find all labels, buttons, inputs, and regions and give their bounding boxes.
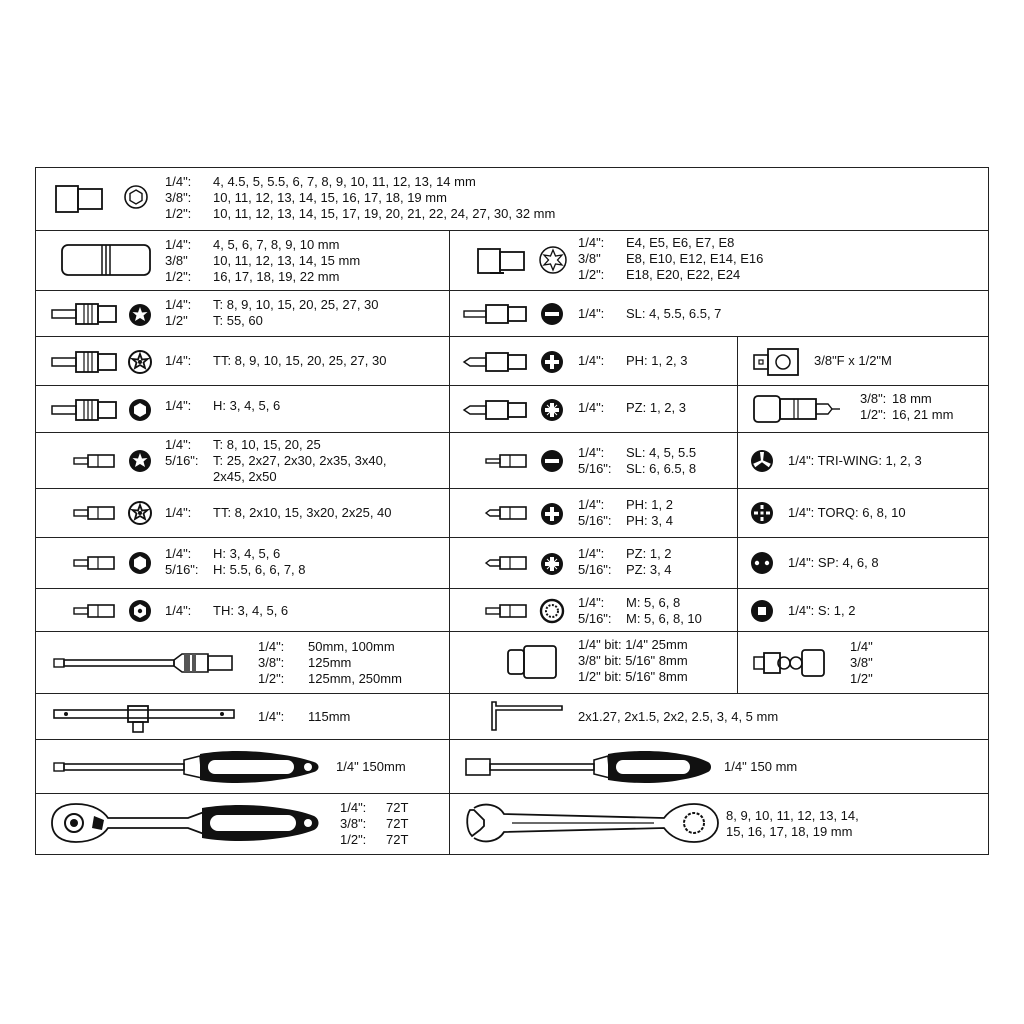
drive-size-label: 3/8" <box>850 655 873 670</box>
size-list: PZ: 1, 2 <box>626 546 672 561</box>
table-row <box>36 794 988 854</box>
size-list: 72T <box>386 832 409 847</box>
phillips-bit-icon <box>484 505 532 521</box>
tamper-torx-icon <box>128 501 152 525</box>
table-cell <box>36 386 449 432</box>
table-cell <box>36 337 449 385</box>
size-list: 16, 21 mm <box>892 407 954 422</box>
drive-size-label: 1/4": <box>578 353 605 368</box>
drive-size-label: 1/4": <box>578 400 605 415</box>
drive-size-label: 1/2": <box>165 206 192 221</box>
table-cell <box>36 794 449 854</box>
size-list: 16, 17, 18, 19, 22 mm <box>213 269 340 284</box>
size-list: T: 25, 2x27, 2x30, 2x35, 3x40, <box>213 453 387 468</box>
drive-size-label <box>165 469 213 485</box>
torq-icon <box>750 501 774 525</box>
table-row <box>36 489 988 538</box>
slotted-icon <box>540 449 564 473</box>
adapter-spec: 1/2" bit: 5/16" 8mm <box>578 669 688 684</box>
table-cell <box>36 538 449 588</box>
table-row <box>36 386 988 433</box>
size-list: 72T <box>386 800 409 815</box>
drive-size-label: 1/4": <box>165 437 192 452</box>
bit-socket-icon <box>50 301 134 327</box>
size-list: 2x1.27, 2x1.5, 2x2, 2.5, 3, 4, 5 mm <box>578 709 779 724</box>
table-row <box>36 168 988 231</box>
size-list: SL: 4, 5, 5.5 <box>626 445 697 460</box>
combination-spanner-icon <box>464 800 722 846</box>
table-row <box>36 291 988 337</box>
bit-screwdriver-icon <box>464 748 714 786</box>
pozidriv-icon <box>540 398 564 422</box>
table-cell <box>737 632 988 693</box>
table-cell <box>449 433 737 488</box>
drive-size-label: 3/8": <box>340 816 367 831</box>
size-list: 1/4": TORQ: 6, 8, 10 <box>788 505 906 520</box>
table-cell <box>36 489 449 537</box>
socket-icon <box>54 184 110 214</box>
adapter-label: 3/8"F x 1/2"M <box>814 353 892 368</box>
drive-size-label: 3/8" <box>578 251 601 266</box>
drive-size-label: 1/4": <box>578 235 605 250</box>
e-torx-star-icon <box>538 245 568 275</box>
drive-size-label: 1/4": <box>578 546 605 561</box>
universal-joint-icon <box>752 646 830 680</box>
drive-size-label: 1/4": <box>258 709 285 724</box>
table-cell <box>449 538 737 588</box>
table-row <box>36 337 988 386</box>
table-cell <box>449 740 988 793</box>
size-list: T: 55, 60 <box>213 313 263 328</box>
hex-icon <box>128 551 152 575</box>
size-list: PZ: 3, 4 <box>626 562 672 577</box>
hex-icon <box>128 398 152 422</box>
size-list: 115mm <box>308 709 351 724</box>
bit-icon <box>72 603 120 619</box>
tool-set-spec-table <box>35 167 989 855</box>
table-cell <box>737 589 988 631</box>
deep-socket-icon <box>60 243 152 277</box>
adapter-spec: 3/8" bit: 5/16" 8mm <box>578 653 688 668</box>
size-list: 10, 11, 12, 13, 14, 15, 16, 17, 18, 19 mm <box>213 190 447 205</box>
drive-size-label: 1/2" <box>850 671 873 686</box>
phillips-icon <box>540 350 564 374</box>
size-list: 72T <box>386 816 409 831</box>
table-row <box>36 231 988 291</box>
size-list: H: 3, 4, 5, 6 <box>213 546 281 561</box>
table-cell <box>737 538 988 588</box>
bit-icon <box>72 555 120 571</box>
drive-size-label: 1/4": <box>340 800 367 815</box>
drive-size-label: 1/4": <box>258 639 285 654</box>
table-cell <box>737 337 988 385</box>
drive-size-label: 1/2": <box>258 671 285 686</box>
table-cell <box>737 433 988 488</box>
size-list: H: 3, 4, 5, 6 <box>213 398 281 413</box>
size-list: SL: 6, 6.5, 8 <box>626 461 697 476</box>
table-row <box>36 740 988 794</box>
drive-size-label: 3/8": <box>860 391 887 406</box>
size-list: 10, 11, 12, 13, 14, 15 mm <box>213 253 361 268</box>
drive-size-label: 1/2": <box>578 267 605 282</box>
size-list: 125mm <box>308 655 352 670</box>
drive-size-label: 3/8": <box>165 190 192 205</box>
drive-size-label: 5/16": <box>578 611 612 626</box>
drive-size-label: 5/16": <box>578 562 612 577</box>
adapter-spec: 1/4" bit: 1/4" 25mm <box>578 637 688 652</box>
bit-socket-icon <box>50 349 134 375</box>
ratchet-icon <box>48 800 324 846</box>
drive-size-label: 5/16": <box>165 562 199 577</box>
size-list: PH: 1, 2 <box>626 497 673 512</box>
table-cell <box>449 694 988 739</box>
size-list: PH: 3, 4 <box>626 513 673 528</box>
hex-key-icon <box>486 700 566 734</box>
xzn-bit-icon <box>484 603 532 619</box>
size-list: E18, E20, E22, E24 <box>626 267 741 282</box>
drive-size-label: 1/2": <box>860 407 887 422</box>
size-list: 1/4": SP: 4, 6, 8 <box>788 555 879 570</box>
bit-socket-icon <box>50 397 134 423</box>
size-list: TT: 8, 2x10, 15, 3x20, 2x25, 40 <box>213 505 392 520</box>
table-cell <box>449 386 737 432</box>
size-list: M: 5, 6, 8, 10 <box>626 611 702 626</box>
table-cell <box>36 168 988 230</box>
size-list: PH: 1, 2, 3 <box>626 353 688 368</box>
size-list: 10, 11, 12, 13, 14, 15, 17, 19, 20, 21, 22, 24, 27, 30, 32 mm <box>213 206 556 221</box>
size-list: 18 mm <box>892 391 932 406</box>
extension-bar-icon <box>52 650 238 676</box>
pozidriv-icon <box>540 552 564 576</box>
adapter-icon <box>752 347 804 377</box>
table-cell <box>737 489 988 537</box>
slotted-bit-socket-icon <box>462 301 532 327</box>
size-list: 4, 5, 6, 7, 8, 9, 10 mm <box>213 237 340 252</box>
table-cell <box>449 794 988 854</box>
tri-wing-icon <box>750 449 774 473</box>
drive-size-label: 1/4": <box>578 497 605 512</box>
tamper-hex-icon <box>128 599 152 623</box>
size-list: 125mm, 250mm <box>308 671 402 686</box>
drive-size-label: 1/4": <box>165 297 192 312</box>
table-row <box>36 694 988 740</box>
table-cell <box>36 291 449 336</box>
drive-size-label: 3/8" <box>165 253 188 268</box>
slotted-icon <box>540 302 564 326</box>
size-list: SL: 4, 5.5, 6.5, 7 <box>626 306 722 321</box>
square-bit-icon <box>750 599 774 623</box>
drive-size-label: 1/4": <box>165 398 192 413</box>
size-list: M: 5, 6, 8 <box>626 595 681 610</box>
torx-icon <box>128 303 152 327</box>
table-row <box>36 632 988 694</box>
phillips-bit-socket-icon <box>462 349 532 375</box>
size-list: 1/4" 150 mm <box>724 759 798 774</box>
size-list: 4, 4.5, 5, 5.5, 6, 7, 8, 9, 10, 11, 12, 13, 14 mm <box>213 174 476 189</box>
xzn-spline-icon <box>540 599 564 623</box>
table-cell <box>449 291 988 336</box>
pozidriv-bit-icon <box>484 555 532 571</box>
bit-icon <box>72 453 120 469</box>
e-torx-socket-icon <box>476 245 532 277</box>
table-cell <box>449 337 737 385</box>
drive-size-label: 1/4": <box>165 505 192 520</box>
size-list: E4, E5, E6, E7, E8 <box>626 235 735 250</box>
size-list: TT: 8, 9, 10, 15, 20, 25, 27, 30 <box>213 353 387 368</box>
table-cell <box>36 433 449 488</box>
size-list: H: 5.5, 6, 6, 7, 8 <box>213 562 306 577</box>
spinner-handle-icon <box>52 748 322 786</box>
size-list: TH: 3, 4, 5, 6 <box>213 603 289 618</box>
torx-icon <box>128 449 152 473</box>
size-list: 15, 16, 17, 18, 19 mm <box>726 824 853 839</box>
drive-size-label: 5/16": <box>578 513 612 528</box>
table-cell <box>449 632 737 693</box>
slotted-bit-icon <box>484 453 532 469</box>
drive-size-label: 1/2": <box>340 832 367 847</box>
pozidriv-bit-socket-icon <box>462 397 532 423</box>
drive-size-label: 1/4": <box>165 546 192 561</box>
spanner-bit-icon <box>750 551 774 575</box>
table-cell <box>449 489 737 537</box>
table-cell <box>36 632 449 693</box>
drive-size-label: 1/4": <box>165 237 192 252</box>
size-list: E8, E10, E12, E14, E16 <box>626 251 764 266</box>
drive-size-label: 1/4": <box>165 174 192 189</box>
table-cell <box>36 231 449 290</box>
table-cell <box>36 694 449 739</box>
size-list: 1/4": TRI-WING: 1, 2, 3 <box>788 453 922 468</box>
table-row <box>36 433 988 489</box>
drive-size-label: 1/4": <box>578 445 605 460</box>
bit-adapter-icon <box>506 644 562 680</box>
drive-size-label: 3/8": <box>258 655 285 670</box>
bit-icon <box>72 505 120 521</box>
spark-plug-socket-icon <box>752 394 846 424</box>
drive-size-label: 1/4" <box>850 639 873 654</box>
tamper-torx-icon <box>128 350 152 374</box>
size-list: PZ: 1, 2, 3 <box>626 400 686 415</box>
size-list: 2x45, 2x50 <box>213 469 277 484</box>
table-cell <box>449 589 737 631</box>
size-list: 1/4": S: 1, 2 <box>788 603 856 618</box>
table-row <box>36 589 988 632</box>
table-row <box>36 538 988 589</box>
phillips-icon <box>540 502 564 526</box>
size-list: 8, 9, 10, 11, 12, 13, 14, <box>726 808 859 823</box>
drive-size-label: 1/2": <box>165 269 192 284</box>
drive-size-label: 1/2" <box>165 313 188 328</box>
sliding-t-bar-icon <box>52 702 238 736</box>
table-cell <box>36 740 449 793</box>
drive-size-label: 1/4": <box>578 595 605 610</box>
size-list: 1/4" 150mm <box>336 759 406 774</box>
size-list: 50mm, 100mm <box>308 639 395 654</box>
table-cell <box>36 589 449 631</box>
drive-size-label: 1/4": <box>165 603 192 618</box>
size-list: T: 8, 10, 15, 20, 25 <box>213 437 321 452</box>
drive-size-label: 5/16": <box>578 461 612 476</box>
hex-socket-end-icon <box>124 184 148 210</box>
drive-size-label: 5/16": <box>165 453 199 468</box>
table-cell <box>737 386 988 432</box>
size-list: T: 8, 9, 10, 15, 20, 25, 27, 30 <box>213 297 379 312</box>
drive-size-label: 1/4": <box>578 306 605 321</box>
drive-size-label: 1/4": <box>165 353 192 368</box>
table-cell <box>449 231 988 290</box>
